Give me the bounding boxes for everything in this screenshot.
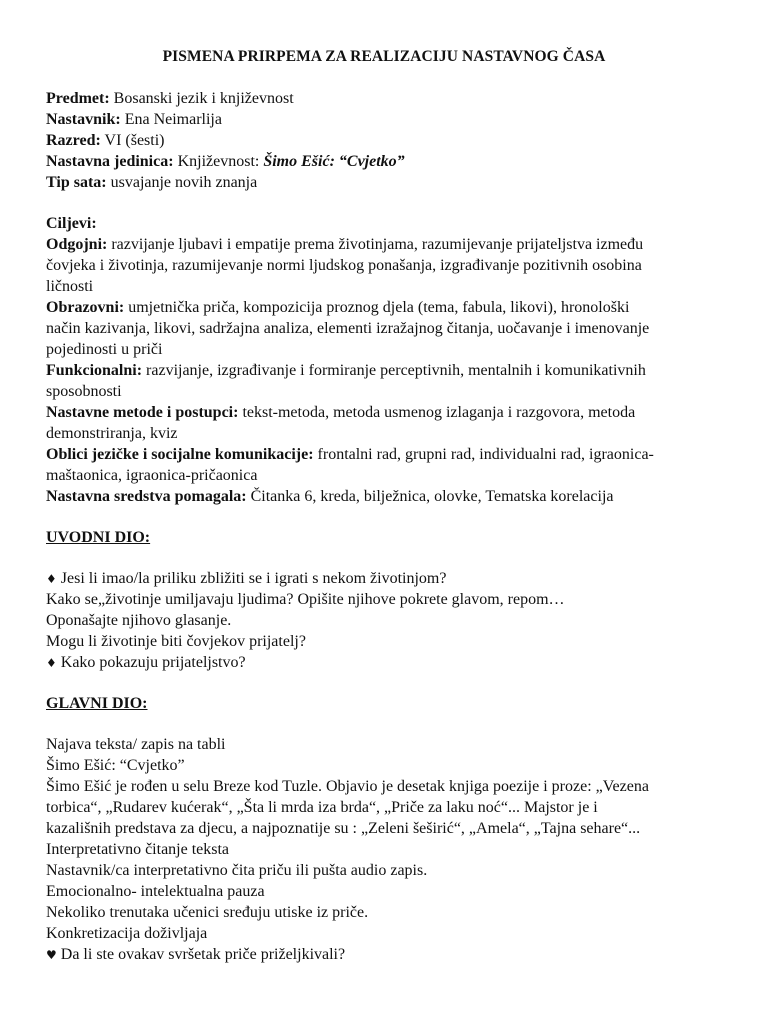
obrazovni-line-2: način kazivanja, likovi, sadržajna analiza, elementi izražajnog čitanja, uočavanje i imenovanje: [46, 320, 650, 337]
glavni-line-8: Emocionalno- intelektualna pauza: [46, 883, 265, 900]
oblici-text-1: frontalni rad, grupni rad, individualni rad, igraonica-: [313, 446, 654, 463]
oblici-line-2: maštaonica, igraonica-pričaonica: [46, 467, 258, 484]
uvodni-question-5: [46, 652, 724, 674]
glavni-heading: GLAVNI DIO:: [46, 695, 148, 712]
nastavnik-label: Nastavnik:: [46, 111, 121, 128]
uvodni-question-4: Mogu li životinje biti čovjekov prijatelj?: [46, 633, 306, 650]
jedinica-line: [46, 151, 724, 172]
uvodni-q5-text: Kako pokazuju prijateljstvo?: [60, 654, 246, 671]
tip-label: Tip sata:: [46, 174, 107, 191]
glavni-line-2: Šimo Ešić: “Cvjetko”: [46, 757, 185, 774]
odgojni-label: Odgojni:: [46, 236, 108, 253]
heart-icon: ♥: [46, 948, 57, 962]
document-title: PISMENA PRIRPEMA ZA REALIZACIJU NASTAVNOG ČASA: [162, 48, 606, 65]
glavni-line-1: Najava teksta/ zapis na tabli: [46, 736, 226, 753]
tip-value: usvajanje novih znanja: [106, 174, 258, 191]
glavni-line-7: Nastavnik/ca interpretativno čita priču ili pušta audio zapis.: [46, 862, 428, 879]
jedinica-value: Književnost:: [173, 153, 264, 170]
glavni-line-4: torbica“, „Rudarev kućerak“, „Šta li mrda iza brda“, „Priče za laku noć“... Majstor je i: [46, 799, 598, 816]
glavni-line-10: Konkretizacija doživljaja: [46, 925, 208, 942]
predmet-value: Bosanski jezik i književnost: [109, 90, 294, 107]
metode-text-1: tekst-metoda, metoda usmenog izlaganja i razgovora, metoda: [238, 404, 636, 421]
funkcionalni-label: Funkcionalni:: [46, 362, 143, 379]
odgojni-line-1: [46, 234, 724, 255]
nastavnik-value: Ena Neimarlija: [120, 111, 222, 128]
jedinica-title: Šimo Ešić: “Cvjetko”: [263, 153, 405, 170]
razred-value: VI (šesti): [100, 132, 165, 149]
funkcionalni-text-1: razvijanje, izgrađivanje i formiranje perceptivnih, mentalnih i komunikativnih: [142, 362, 646, 379]
funkcionalni-line-1: [46, 360, 724, 381]
uvodni-heading: UVODNI DIO:: [46, 529, 151, 546]
ciljevi-heading: Ciljevi:: [46, 215, 97, 232]
predmet-line: [46, 88, 724, 109]
glavni-q-text: Da li ste ovakav svršetak priče priželjkivali?: [60, 946, 346, 963]
obrazovni-text-1: umjetnička priča, kompozicija proznog djela (tema, fabula, likovi), hronološki: [124, 299, 630, 316]
metode-line-1: [46, 402, 724, 423]
diamond-icon: ♦: [46, 572, 57, 586]
razred-label: Razred:: [46, 132, 101, 149]
sredstva-text-1: Čitanka 6, kreda, bilježnica, olovke, Tematska korelacija: [246, 488, 614, 505]
funkcionalni-line-2: sposobnosti: [46, 383, 122, 400]
tip-line: [46, 172, 724, 193]
glavni-line-11: [46, 944, 724, 966]
glavni-line-5: kazališnih predstava za djecu, a najpoznatije su : „Zeleni šeširić“, „Amela“, „Tajna sehare“...: [46, 820, 641, 837]
uvodni-question-2: Kako se„životinje umiljavaju ljudima? Opišite njihove pokrete glavom, repom…: [46, 591, 565, 608]
predmet-label: Predmet:: [46, 90, 110, 107]
odgojni-text-1: razvijanje ljubavi i empatije prema životinjama, razumijevanje prijateljstva između: [107, 236, 644, 253]
obrazovni-line-3: pojedinosti u priči: [46, 341, 163, 358]
obrazovni-line-1: [46, 297, 724, 318]
sredstva-line-1: [46, 486, 724, 507]
nastavnik-line: [46, 109, 724, 130]
jedinica-label: Nastavna jedinica:: [46, 153, 174, 170]
diamond-icon: ♦: [46, 656, 57, 670]
razred-line: [46, 130, 724, 151]
glavni-line-9: Nekoliko trenutaka učenici sređuju utiske iz priče.: [46, 904, 369, 921]
odgojni-line-2: čovjeka i životinja, razumijevanje normi ljudskog ponašanja, izgrađivanje pozitivnih osobina: [46, 257, 642, 274]
uvodni-q1-text: Jesi li imao/la priliku zbližiti se i igrati s nekom životinjom?: [60, 570, 447, 587]
uvodni-question-1: [46, 568, 724, 590]
uvodni-question-3: Oponašajte njihovo glasanje.: [46, 612, 232, 629]
glavni-line-3: Šimo Ešić je rođen u selu Breze kod Tuzle. Objavio je desetak knjiga poezije i proze: „Vezena: [46, 778, 649, 795]
metode-label: Nastavne metode i postupci:: [46, 404, 239, 421]
glavni-line-6: Interpretativno čitanje teksta: [46, 841, 230, 858]
oblici-line-1: [46, 444, 724, 465]
oblici-label: Oblici jezičke i socijalne komunikacije:: [46, 446, 314, 463]
sredstva-label: Nastavna sredstva pomagala:: [46, 488, 247, 505]
metode-line-2: demonstriranja, kviz: [46, 425, 178, 442]
odgojni-line-3: ličnosti: [46, 278, 94, 295]
obrazovni-label: Obrazovni:: [46, 299, 125, 316]
